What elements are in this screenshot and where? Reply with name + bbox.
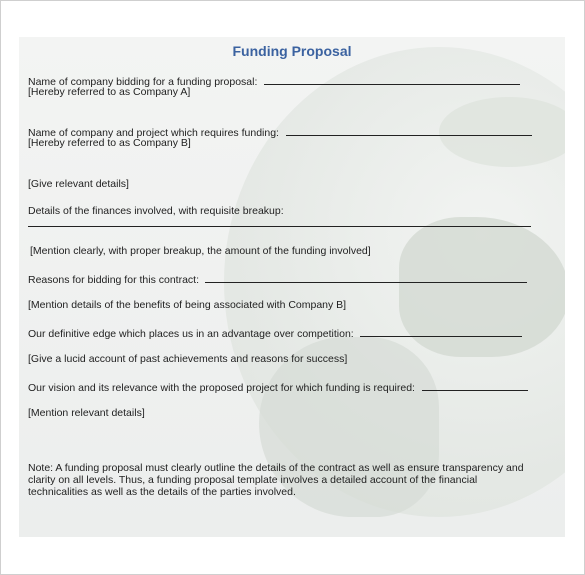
reasons-line — [28, 272, 527, 286]
finances-blank[interactable] — [28, 226, 531, 227]
edge-blank[interactable] — [360, 326, 522, 337]
vision-blank[interactable] — [422, 380, 528, 391]
reasons-blank[interactable] — [205, 272, 527, 283]
company-bidding-blank[interactable] — [264, 74, 520, 85]
finances-label: Details of the finances involved, with requisite breakup: — [28, 205, 284, 217]
edge-label: Our definitive edge which places us in an advantage over competition: — [28, 328, 354, 340]
mention-relevant-note: [Mention relevant details] — [28, 407, 145, 419]
vision-line — [28, 380, 528, 394]
vision-label: Our vision and its relevance with the proposed project for which funding is required: — [28, 382, 415, 394]
document-title: Funding Proposal — [232, 43, 352, 59]
document-page — [19, 37, 565, 537]
edge-line — [28, 326, 522, 340]
company-a-note: [Hereby referred to as Company A] — [28, 86, 191, 98]
mention-clearly-note: [Mention clearly, with proper breakup, the amount of the funding involved] — [30, 245, 371, 257]
company-project-blank[interactable] — [286, 125, 532, 136]
company-project-label: Name of company and project which requires funding: — [28, 127, 279, 139]
lucid-account-note: [Give a lucid account of past achievements and reasons for success] — [28, 353, 348, 365]
relevant-details-note: [Give relevant details] — [28, 178, 129, 190]
company-b-note: [Hereby referred to as Company B] — [28, 137, 191, 149]
mention-benefits-note: [Mention details of the benefits of being associated with Company B] — [28, 299, 347, 311]
document-content — [19, 37, 565, 537]
reasons-label: Reasons for bidding for this contract: — [28, 274, 200, 286]
company-bidding-label: Name of company bidding for a funding proposal: — [28, 76, 258, 88]
note-paragraph: Note: A funding proposal must clearly outline the details of the contract as well as ensure transparency and clarity on all levels. Thus, a funding proposal template involves a detailed account of the financial technicalities as well as the details of the parties involved. — [28, 462, 524, 498]
